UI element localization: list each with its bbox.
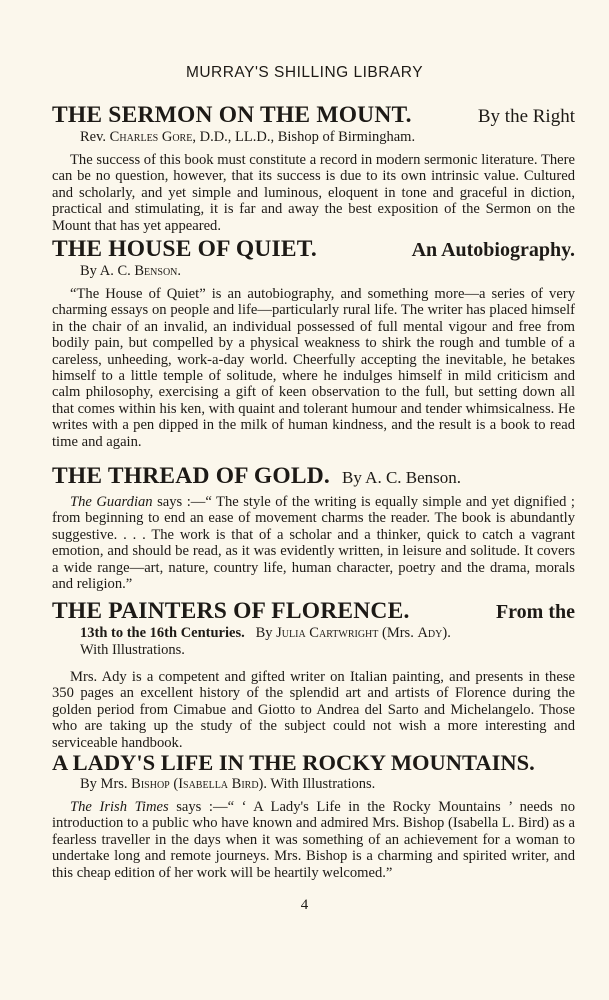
entry-title: THE SERMON ON THE MOUNT. xyxy=(52,102,412,128)
source-name: The Guardian xyxy=(70,494,153,510)
entry-title-rest: From the xyxy=(495,601,575,623)
page-number: 4 xyxy=(300,897,309,913)
entry-heading xyxy=(52,463,575,490)
entry-ladys-life-rocky-mountains xyxy=(52,750,575,881)
entry-title: THE PAINTERS OF FLORENCE. xyxy=(52,598,410,624)
entry-thread-of-gold xyxy=(52,463,575,592)
entry-heading xyxy=(52,598,575,625)
entry-title: A LADY'S LIFE IN THE ROCKY MOUNTAINS. xyxy=(52,750,535,775)
entry-painters-of-florence xyxy=(52,598,575,751)
entry-heading xyxy=(52,750,575,776)
running-head: MURRAY'S SHILLING LIBRARY xyxy=(185,64,424,81)
entry-title-rest: By A. C. Benson. xyxy=(342,468,462,487)
entry-body: The Irish Times says :—“ ‘ A Lady's Life in the Rocky Mountains ’ needs no introduction to a public who have known and admired Mrs. Bishop (Isabella L. Bird) as a fearless traveller in the days when it was something of an achievement for a woman to undertake long and remote journeys. Mrs. Bishop is a charming and spirited writer, and this cheap edition of her work will be heartily welcomed.” xyxy=(52,799,575,881)
entry-byline: 13th to the 16th Centuries. By Julia Cartwright (Mrs. Ady). xyxy=(80,625,451,641)
entry-heading xyxy=(52,102,575,129)
entry-sermon-on-the-mount xyxy=(52,102,575,234)
entry-byline: By A. C. Benson. xyxy=(80,263,182,279)
entry-body: The success of this book must constitute a record in modern sermonic literature. There can be no question, however, that its success is due to its own intrinsic value. Cultured and scholarly, and yet simple and luminous, eloquent in tone and graceful in diction, practical and stimulating, it is far and away the best exposition of the Sermon on the Mount that has yet appeared. xyxy=(52,152,575,234)
entry-body: Mrs. Ady is a competent and gifted writer on Italian painting, and presents in these 350 pages an excellent history of the splendid art and artists of Florence during the golden period from Cimabue and Giotto to Andrea del Sarto and Michelangelo. Those who are taking up the study of the subject could not wish a more interesting and serviceable handbook. xyxy=(52,669,575,751)
entry-title-rest: An Autobiography. xyxy=(411,239,575,261)
entry-byline: Rev. Charles Gore, D.D., LL.D., Bishop of Birmingham. xyxy=(80,129,416,145)
source-name: The Irish Times xyxy=(70,799,169,815)
entry-house-of-quiet xyxy=(52,236,575,450)
entry-title: THE THREAD OF GOLD. xyxy=(52,463,331,489)
entry-body: The Guardian says :—“ The style of the writing is equally simple and yet dignified ; from beginning to end an ease of movement charms the reader. The book is abundantly suggestive. . . . The work is that of a scholar and a thinker, quick to catch a vagrant emotion, and should be read, as it was evidently written, in leisure and solitude. It covers a wide range—art, nature, country life, human character, poetry and the drama, morals and religion.” xyxy=(52,494,575,593)
entry-byline: By Mrs. Bishop (Isabella Bird). With Illustrations. xyxy=(80,776,376,792)
entry-heading xyxy=(52,236,575,263)
entry-title-rest: By the Right xyxy=(477,106,575,127)
entry-title: THE HOUSE OF QUIET. xyxy=(52,236,317,262)
entry-body: “The House of Quiet” is an autobiography, and something more—a series of very charming essays on people and life—particularly rural life. The writer has placed himself in the chair of an invalid, an individual possessed of full mental vigour and free from bodily pain, but compelled by a physical weakness to shirk the rough and tumble of a careless, unheeding, work-a-day world. Cheerfully accepting the inevitable, he betakes himself to a little temple of solitude, where he indulges himself in mild criticism and calm philosophy, exercising a gift of keen observation to the full, but setting down all that comes within his ken, with quaint and tolerant humour and tender whimsicalness. He writes with a pen dipped in the milk of human kindness, and the result is a book to read time and again. xyxy=(52,286,575,450)
entry-subline: With Illustrations. xyxy=(80,642,185,658)
